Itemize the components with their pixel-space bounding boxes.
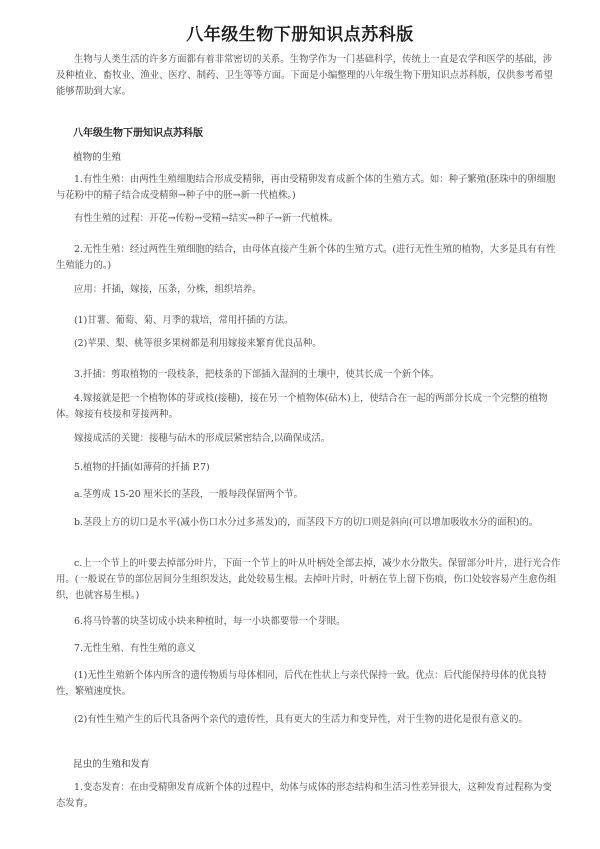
paragraph-cutting-definition: 3.扦插：剪取植物的一段枝条，把枝条的下部插入湿润的土壤中，使其长成一个新个体。 [74,369,440,380]
paragraph-metamorphosis: 1.变态发育：在由受精卵发育成新个体的过程中，幼体与成体的形态结构和生活习性差异很大，这种发育过程称为变态发育。 [56,782,552,809]
paragraph-grafting-definition: 4.嫁接就是把一个植物体的芽或枝(接穗)，接在另一个植物体(砧木)上，使结合在一起的两部分长成一个完整的植物体。嫁接有枝接和芽接两种。 [56,393,548,420]
paragraph-sexual-reproduction: 1.有性生殖：由两性生殖细胞结合形成受精卵，再由受精卵发育成新个体的生殖方式。如：种子繁殖(胚珠中的卵细胞与花粉中的精子结合成受精卵→种子中的胚→新一代植株。) [56,174,556,201]
heading-insect-reproduction: 昆虫的生殖和发育 [73,759,150,770]
section-subtitle: 八年级生物下册知识点苏科版 [73,128,203,139]
paragraph-significance-heading: 7.无性生殖、有性生殖的意义 [74,643,196,654]
paragraph-sexual-process: 有性生殖的过程：开花→传粉→受精→结实→种子→新一代植株。 [74,213,339,224]
paragraph-grafting-key: 嫁接成活的关键：接穗与砧木的形成层紧密结合,以确保成活。 [74,433,331,444]
paragraph-sexual-significance: (2)有性生殖产生的后代具备两个亲代的遗传性，具有更大的生活力和变异性，对于生物的进化是很有意义的。 [74,714,528,725]
paragraph-step-a: a.茎剪成 15-20 厘米长的茎段，一般每段保留两个节。 [74,489,304,500]
document-title: 八年级生物下册知识点苏科版 [186,25,414,45]
paragraph-asexual-significance: (1)无性生殖新个体内所含的遗传物质与母体相同，后代在性状上与亲代保持一致。优点：后代能保持母体的优良特性，繁殖速度快。 [56,670,547,697]
intro-paragraph: 生物与人类生活的许多方面都有着非常密切的关系。生物学作为一门基础科学，传统上一直是农学和医学的基础，涉及种植业、畜牧业、渔业、医疗、制药、卫生等等方面。下面是小编整理的八年级生物下册知识点苏科版，仅供参考希望能够帮助到大家。 [56,54,553,97]
paragraph-grafting-fruits: (2)苹果、梨、桃等很多果树都是利用嫁接来繁育优良品种。 [74,338,322,349]
paragraph-applications: 应用：扦插，嫁接，压条，分株，组织培养。 [74,284,262,295]
paragraph-step-c: c.上一个节上的叶要去掉部分叶片，下面一个节上的叶从叶柄处全部去掉，减少水分散失。保留部分叶片，进行光合作用。(一般说在节的部位居间分生组织发达，此处较易生根。去掉叶片时，叶柄在节上留下伤痕，伤口处较容易产生愈伤组织，也就容易生根。) [56,558,561,601]
paragraph-mint-cutting: 5.植物的扦插(如薄荷的扦插 P.7) [74,462,210,473]
paragraph-step-b: b.茎段上方的切口是水平(减小伤口水分过多蒸发)的，而茎段下方的切口则是斜向(可以增加吸收水分的面积)的。 [74,517,539,528]
paragraph-potato: 6.将马铃薯的块茎切成小块来种植时，每一小块都要带一个芽眼。 [74,616,346,627]
paragraph-cutting-plants: (1)甘薯、葡萄、菊、月季的栽培，常用扦插的方法。 [74,315,294,326]
paragraph-asexual-reproduction: 2.无性生殖：经过两性生殖细胞的结合，由母体直接产生新个体的生殖方式。(进行无性生殖的植物，大多是具有有性生殖能力的。) [56,244,556,271]
heading-plant-reproduction: 植物的生殖 [73,152,121,163]
